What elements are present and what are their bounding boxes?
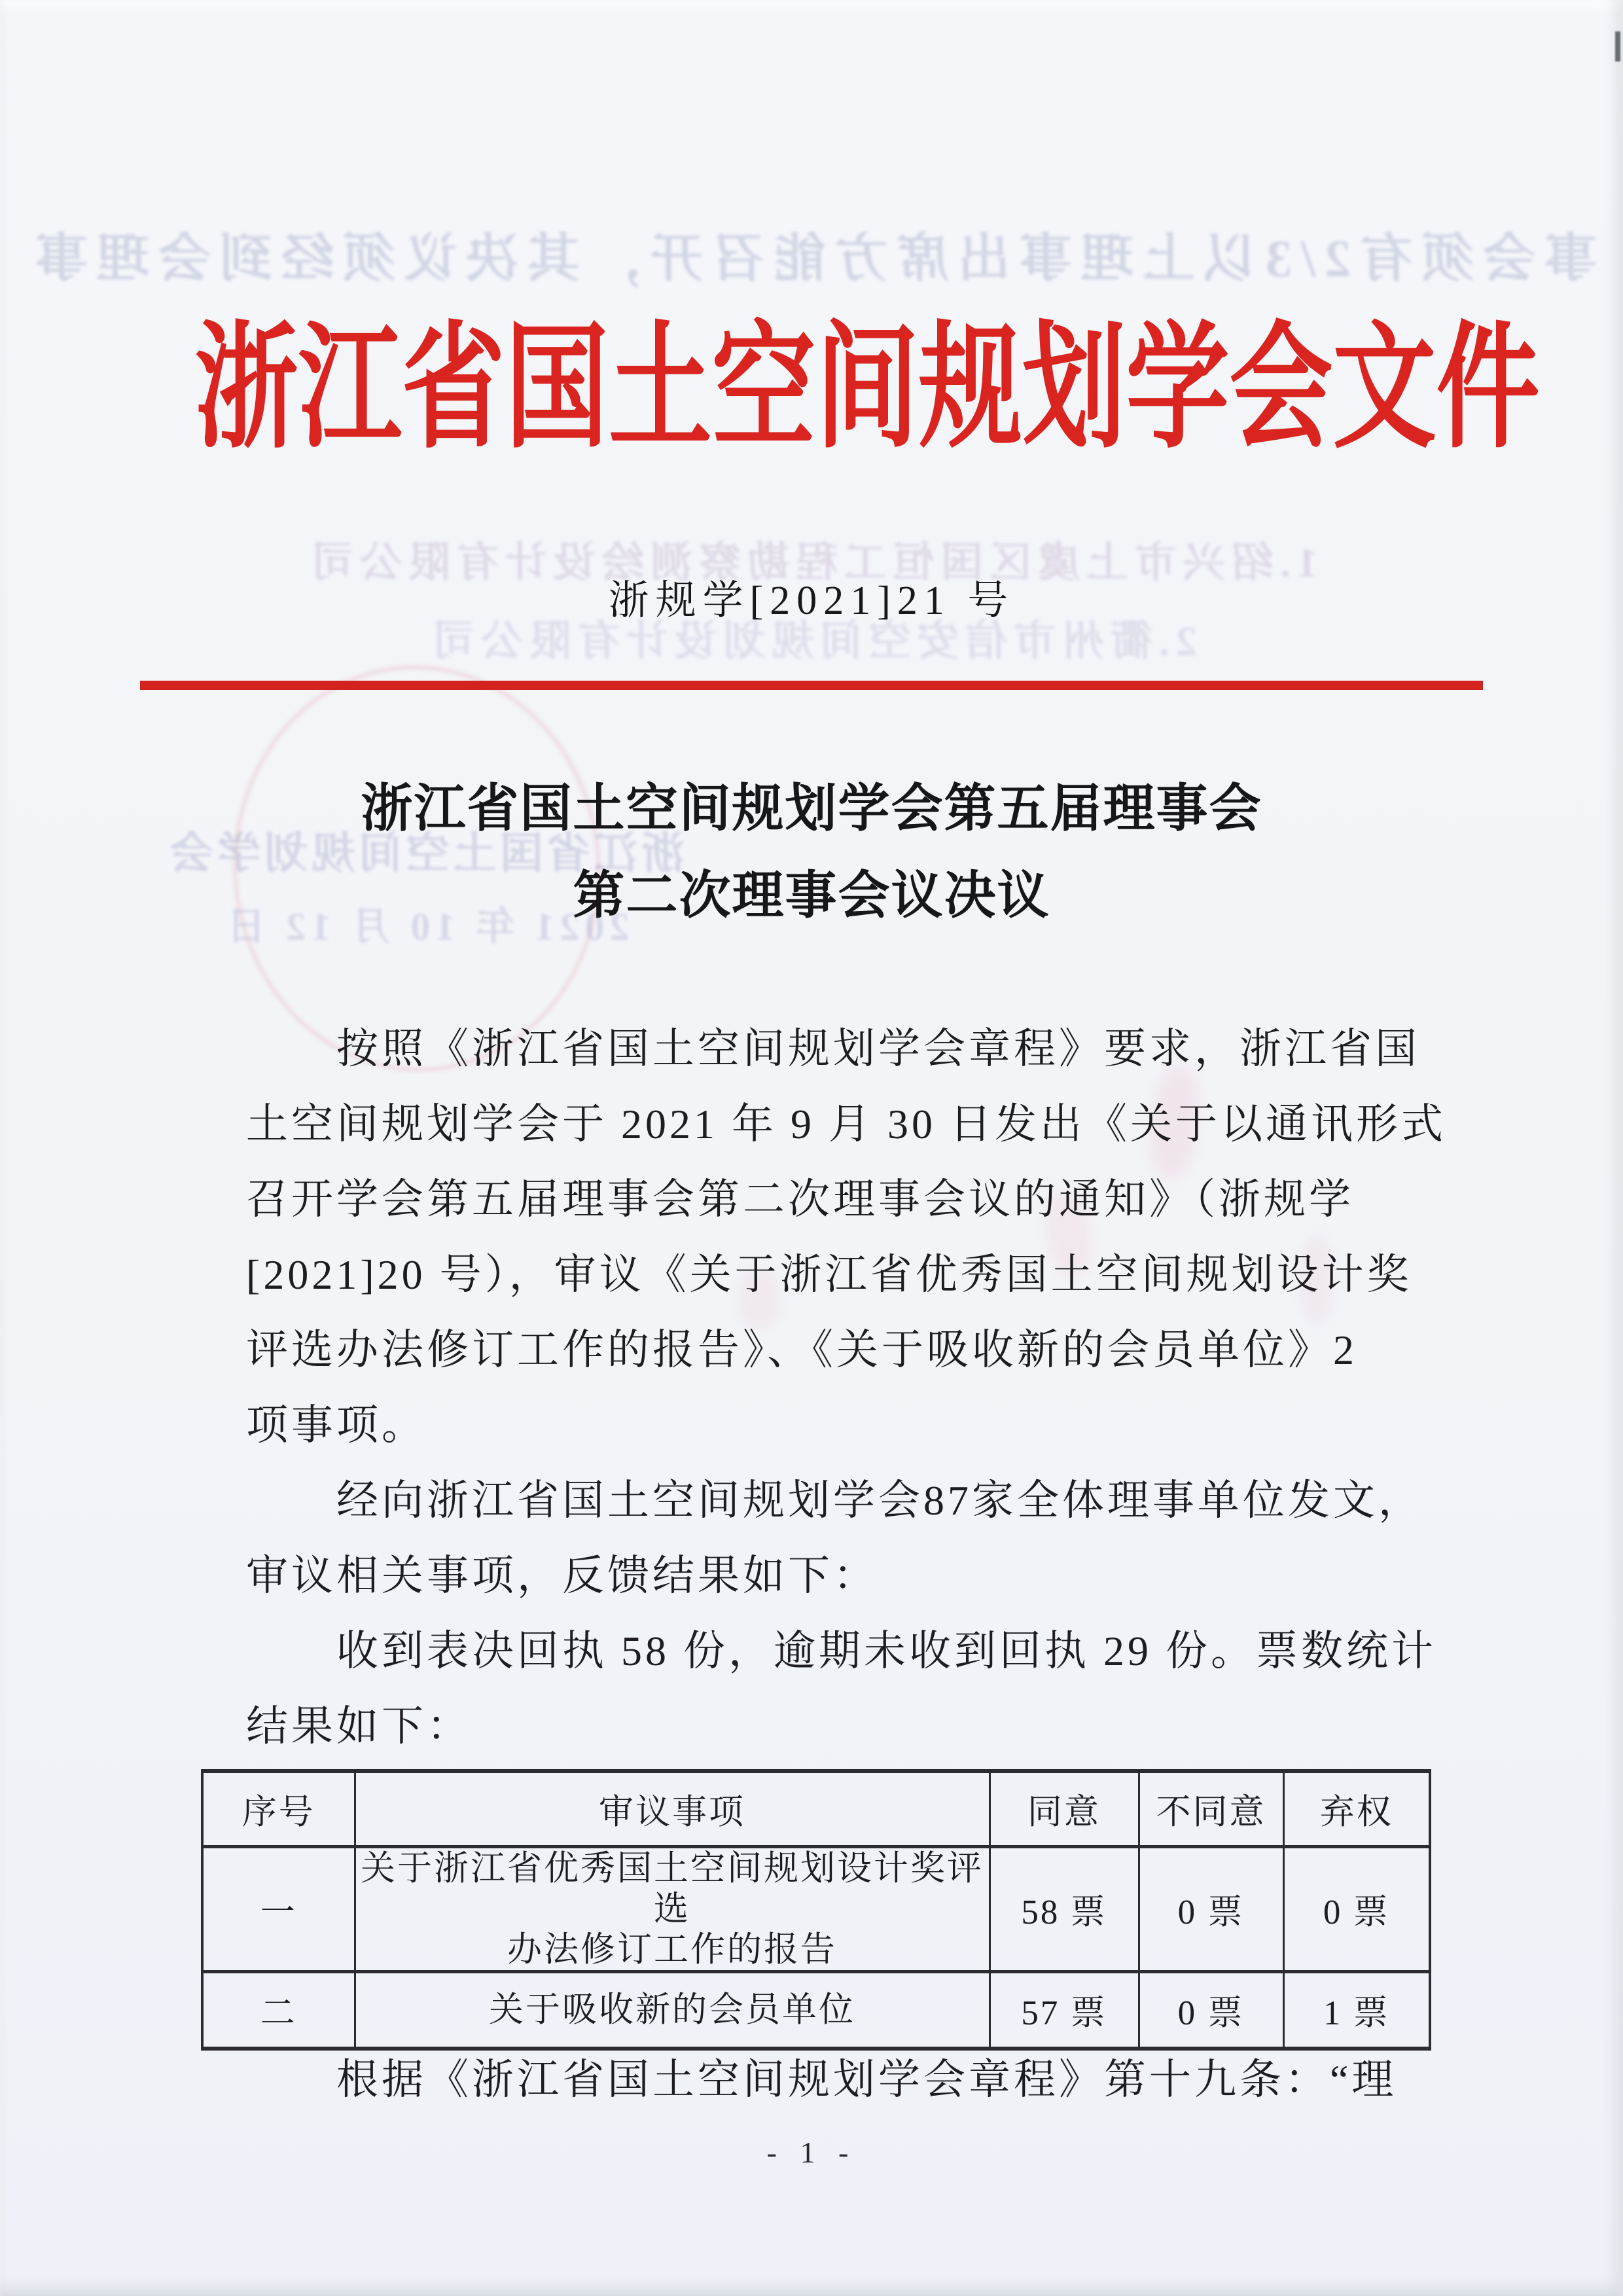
body-line: 土空间规划学会于 2021 年 9 月 30 日发出《关于以通讯形式	[246, 1101, 1446, 1147]
item-text-line: 关于浙江省优秀国土空间规划设计奖评选	[361, 1850, 984, 1928]
header-cell-no: 序号	[202, 1771, 355, 1847]
letterhead-banner-title: 浙江省国土空间规划学会文件	[194, 314, 1540, 464]
cell-no: 一	[202, 1847, 355, 1972]
scan-edge-mark	[1615, 31, 1620, 62]
header-cell-abstain: 弃权	[1283, 1771, 1430, 1847]
body-line: 召开学会第五届理事会第二次理事会议的通知》（浙规学	[246, 1176, 1354, 1223]
body-line: [2021]20 号），审议《关于浙江省优秀国土空间规划设计奖	[246, 1251, 1412, 1298]
cell-abstain: 0 票	[1283, 1847, 1430, 1972]
vote-result-table	[201, 1769, 1431, 2051]
body-line: 收到表决回执 58 份，逾期未收到回执 29 份。票数统计	[336, 1628, 1436, 1674]
bleedthrough-text-mid-2: 2.衢州市信安空间规划设计有限公司	[426, 618, 1197, 664]
document-title-line-2: 第二次理事会议决议	[573, 868, 1050, 925]
header-cell-agree: 同意	[990, 1771, 1139, 1847]
red-divider-line	[140, 681, 1483, 690]
page-number: - 1 -	[766, 2136, 857, 2169]
item-text-line: 关于吸收新的会员单位	[489, 1991, 855, 2029]
bleedthrough-text-top: 事会须有2/3以上理事出席方能召开，其决议须经到会理事	[26, 230, 1597, 288]
document-title-line-1: 浙江省国土空间规划学会第五届理事会	[361, 781, 1262, 838]
table-header-row	[202, 1771, 1430, 1847]
cell-disagree: 0 票	[1139, 1972, 1283, 2049]
table-row	[202, 1972, 1430, 2049]
bleedthrough-text-mid-1: 1.绍兴市上虞区国恒工程勘察测绘设计有限公司	[305, 539, 1318, 586]
body-line: 评选办法修订工作的报告》、《关于吸收新的会员单位》2	[246, 1327, 1357, 1373]
header-cell-item: 审议事项	[355, 1771, 990, 1847]
body-line: 按照《浙江省国土空间规划学会章程》要求，浙江省国	[336, 1026, 1420, 1072]
cell-no: 二	[202, 1972, 355, 2049]
cell-item	[355, 1847, 990, 1972]
cell-disagree: 0 票	[1139, 1847, 1283, 1972]
bleedthrough-seal-name: 浙江省国土空间规划学会	[166, 830, 685, 878]
body-line: 项事项。	[246, 1402, 427, 1448]
item-text-line: 办法修订工作的报告	[507, 1931, 837, 1969]
document-number: 浙规学[2021]21 号	[608, 579, 1015, 623]
body-text-block	[246, 1011, 1446, 1764]
cell-item	[355, 1972, 990, 2049]
header-cell-disagree: 不同意	[1139, 1771, 1283, 1847]
cell-abstain: 1 票	[1283, 1972, 1430, 2049]
body-line: 经向浙江省国土空间规划学会87家全体理事单位发文，	[336, 1477, 1423, 1524]
table-row	[202, 1847, 1430, 1972]
cell-agree: 58 票	[990, 1847, 1139, 1972]
body-line: 审议相关事项，反馈结果如下：	[246, 1552, 878, 1599]
item-text	[356, 1990, 989, 2030]
body-line: 结果如下：	[246, 1703, 472, 1749]
cell-agree: 57 票	[990, 1972, 1139, 2049]
item-text	[356, 1848, 989, 1970]
body-closing-line: 根据《浙江省国土空间规划学会章程》第十九条：“理	[336, 2056, 1397, 2103]
bleedthrough-seal-date: 2021 年 10 月 12 日	[221, 905, 630, 948]
